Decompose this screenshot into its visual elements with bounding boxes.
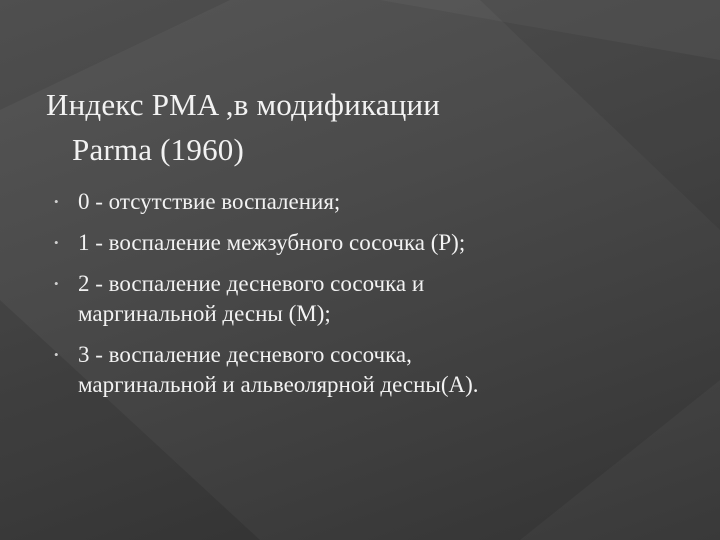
bullet-marker-icon: • (54, 276, 59, 291)
bullet-text: 3 - воспаление десневого сосочка, (78, 342, 412, 367)
bullet-item-1 (52, 228, 692, 258)
slide-title-line2: Parma (1960) (72, 132, 244, 167)
bullet-marker-icon: • (54, 347, 59, 362)
bullet-item-3 (52, 340, 692, 400)
bullet-text-continuation: маргинальной и альвеолярной десны(A). (78, 372, 479, 397)
slide-title (46, 82, 686, 172)
bullet-text: 0 - отсутствие воспаления; (78, 189, 341, 214)
bullet-list (52, 187, 692, 411)
bullet-marker-icon: • (54, 235, 59, 250)
bullet-item-2 (52, 269, 692, 329)
bullet-text-continuation: маргинальной десны (M); (78, 301, 331, 326)
bullet-text: 1 - воспаление межзубного сосочка (P); (78, 230, 466, 255)
bullet-marker-icon: • (54, 194, 59, 209)
slide-title-line1: Индекс PMA ,в модификации (46, 87, 441, 122)
bullet-item-0 (52, 187, 692, 217)
bullet-text: 2 - воспаление десневого сосочка и (78, 271, 425, 296)
